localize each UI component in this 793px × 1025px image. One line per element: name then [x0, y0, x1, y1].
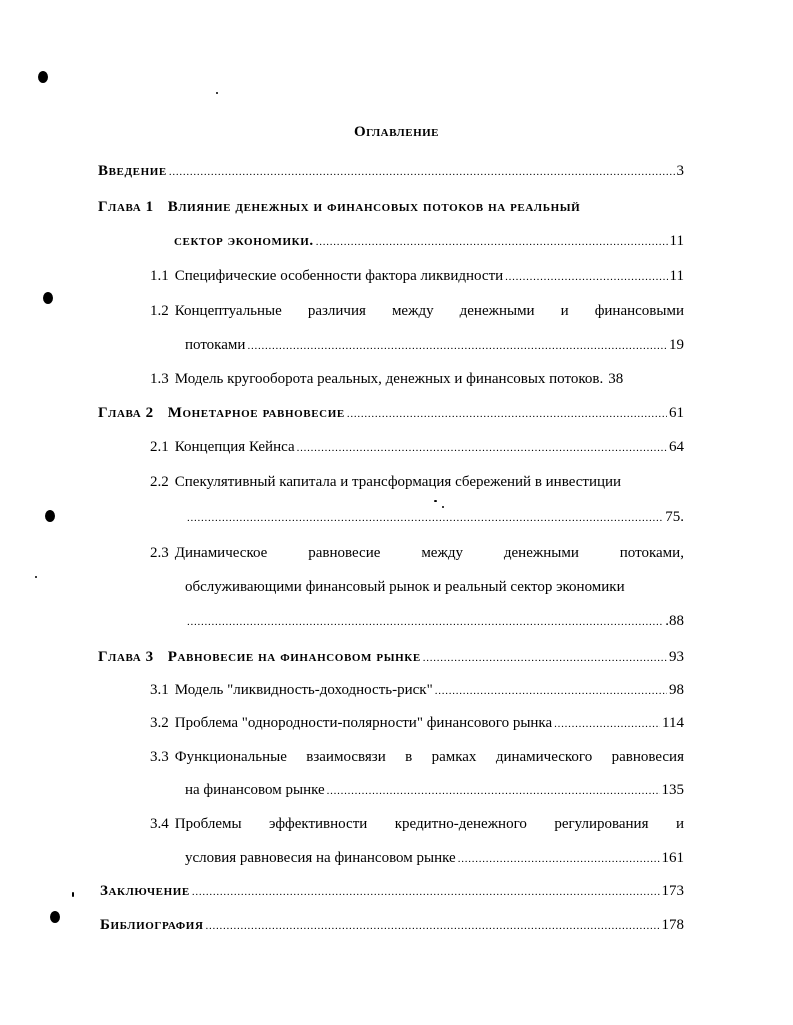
scan-speck — [216, 92, 218, 94]
title-word: в — [405, 749, 413, 765]
section-title: Проблема "однородности-полярности" финансового рынка — [174, 715, 553, 731]
section-number: 2.1 — [150, 439, 169, 455]
title-word: регулирования — [554, 816, 649, 832]
title-word: Концептуальные — [174, 303, 282, 319]
toc-section-1-2-line1[interactable] — [150, 301, 684, 321]
page-number: 135 — [661, 782, 684, 798]
toc-section-1-2-line2[interactable] — [185, 335, 684, 355]
title-word: Функциональные — [174, 749, 287, 765]
title-word: равновесие — [308, 545, 381, 561]
page-number: 98 — [669, 682, 684, 698]
dot-leader — [327, 780, 660, 801]
toc-section-3-3-line1[interactable] — [150, 747, 684, 767]
dot-leader — [187, 507, 663, 528]
section-number: 2.2 — [150, 474, 169, 490]
section-title: Специфические особенности фактора ликвидности — [174, 268, 504, 284]
title-word: равновесия — [611, 749, 684, 765]
page-number: 114 — [662, 715, 684, 731]
toc-entry-conclusion[interactable] — [100, 881, 684, 901]
title-word: кредитно-денежного — [394, 816, 527, 832]
title-word: эффективности — [269, 816, 368, 832]
toc-section-3-3-line2[interactable] — [185, 780, 684, 800]
title-word: Динамическое — [174, 545, 268, 561]
section-title-cont: на финансовом рынке — [185, 782, 325, 798]
dot-leader — [347, 403, 667, 424]
toc-section-1-1[interactable] — [150, 266, 684, 286]
scan-speck — [434, 500, 437, 502]
title-word: динамического — [495, 749, 593, 765]
title-word: денежными — [503, 545, 579, 561]
page-number: 93 — [669, 649, 684, 665]
toc-section-2-3-line3[interactable] — [185, 611, 684, 631]
title-word: между — [421, 545, 463, 561]
title-word: и — [560, 303, 569, 319]
scan-speck — [72, 892, 74, 897]
binder-hole-mark — [50, 911, 60, 923]
section-number: 3.3 — [150, 749, 169, 765]
binder-hole-mark — [45, 510, 55, 522]
toc-section-3-2[interactable] — [150, 713, 684, 733]
title-word: и — [675, 816, 684, 832]
toc-section-1-3[interactable] — [150, 369, 684, 389]
toc-section-2-3-line1[interactable] — [150, 543, 684, 563]
entry-label: Заключение — [100, 883, 190, 899]
toc-section-3-4-line2[interactable] — [185, 848, 684, 868]
section-number: 1.1 — [150, 268, 169, 284]
title-word: взаимосвязи — [306, 749, 386, 765]
toc-section-2-2-line2[interactable] — [185, 507, 684, 527]
chapter-number: Глава 2 — [98, 405, 154, 421]
section-title — [175, 301, 684, 321]
section-title-cont: потоками — [185, 337, 246, 353]
title-word: между — [391, 303, 434, 319]
chapter-title-cont: сектор экономики. — [174, 233, 314, 249]
toc-entry-bibliography[interactable] — [100, 915, 684, 935]
title-word: денежными — [459, 303, 535, 319]
page-number: 178 — [661, 917, 684, 933]
toc-section-3-4-line1[interactable] — [150, 814, 684, 834]
dot-leader — [247, 335, 667, 356]
toc-section-3-1[interactable] — [150, 680, 684, 700]
chapter-number: Глава 3 — [98, 649, 154, 665]
dot-leader — [505, 266, 667, 287]
section-title: Модель кругооборота реальных, денежных и финансовых потоков. — [174, 371, 604, 387]
dot-leader — [206, 915, 660, 936]
title-word: финансовыми — [594, 303, 684, 319]
dot-leader — [316, 231, 668, 252]
dot-leader — [169, 161, 675, 182]
page-number: 75. — [665, 509, 684, 525]
dot-leader — [423, 647, 667, 668]
binder-hole-mark — [38, 71, 48, 83]
chapter-number: Глава 1 — [98, 199, 154, 215]
page-number: 11 — [669, 233, 684, 249]
scan-speck — [35, 576, 37, 578]
chapter-title: Равновесие на финансовом рынке — [167, 649, 421, 665]
toc-section-2-3-line2[interactable] — [185, 577, 684, 597]
page-number: 61 — [669, 405, 684, 421]
section-title: Спекулятивный капитала и трансформация сбережений в инвестиции — [174, 474, 622, 490]
toc-chapter-1-line2[interactable] — [174, 231, 684, 251]
page-number: .88 — [665, 613, 684, 629]
entry-label: Библиография — [100, 917, 204, 933]
dot-leader — [192, 881, 660, 902]
page-number: 38 — [608, 371, 624, 387]
entry-label: Введение — [98, 163, 167, 179]
title-word: рамках — [431, 749, 477, 765]
toc-title: Оглавление — [353, 124, 440, 140]
toc-section-2-2-line1[interactable] — [150, 472, 684, 492]
page-number: 64 — [669, 439, 684, 455]
dot-leader — [297, 437, 667, 458]
page-number: 161 — [661, 850, 684, 866]
section-title: Концепция Кейнса — [174, 439, 295, 455]
page-number: 19 — [669, 337, 684, 353]
page-number: 11 — [669, 268, 684, 284]
section-title — [175, 814, 684, 834]
toc-chapter-3[interactable] — [98, 647, 684, 667]
toc-chapter-1-line1[interactable] — [98, 197, 684, 217]
dot-leader — [554, 713, 660, 734]
chapter-title: Влияние денежных и финансовых потоков на реальный — [167, 199, 581, 215]
section-title: Модель "ликвидность-доходность-риск" — [174, 682, 433, 698]
chapter-title: Монетарное равновесие — [167, 405, 345, 421]
section-title-cont: условия равновесия на финансовом рынке — [185, 850, 456, 866]
section-number: 3.4 — [150, 816, 169, 832]
section-number: 1.3 — [150, 371, 169, 387]
section-number: 3.2 — [150, 715, 169, 731]
toc-entry-introduction[interactable] — [98, 161, 684, 181]
section-title-cont: обслуживающими финансовый рынок и реальный сектор экономики — [185, 579, 625, 595]
section-title — [175, 747, 684, 767]
section-number: 1.2 — [150, 303, 169, 319]
dot-leader — [187, 611, 663, 632]
title-word: Проблемы — [174, 816, 242, 832]
title-word: различия — [307, 303, 366, 319]
section-title — [175, 543, 684, 563]
page-number: 3 — [676, 163, 684, 179]
page-number: 173 — [661, 883, 684, 899]
binder-hole-mark — [43, 292, 53, 304]
toc-chapter-2[interactable] — [98, 403, 684, 423]
section-number: 3.1 — [150, 682, 169, 698]
title-word: потоками, — [619, 545, 684, 561]
toc-section-2-1[interactable] — [150, 437, 684, 457]
dot-leader — [458, 848, 660, 869]
section-number: 2.3 — [150, 545, 169, 561]
dot-leader — [435, 680, 667, 701]
